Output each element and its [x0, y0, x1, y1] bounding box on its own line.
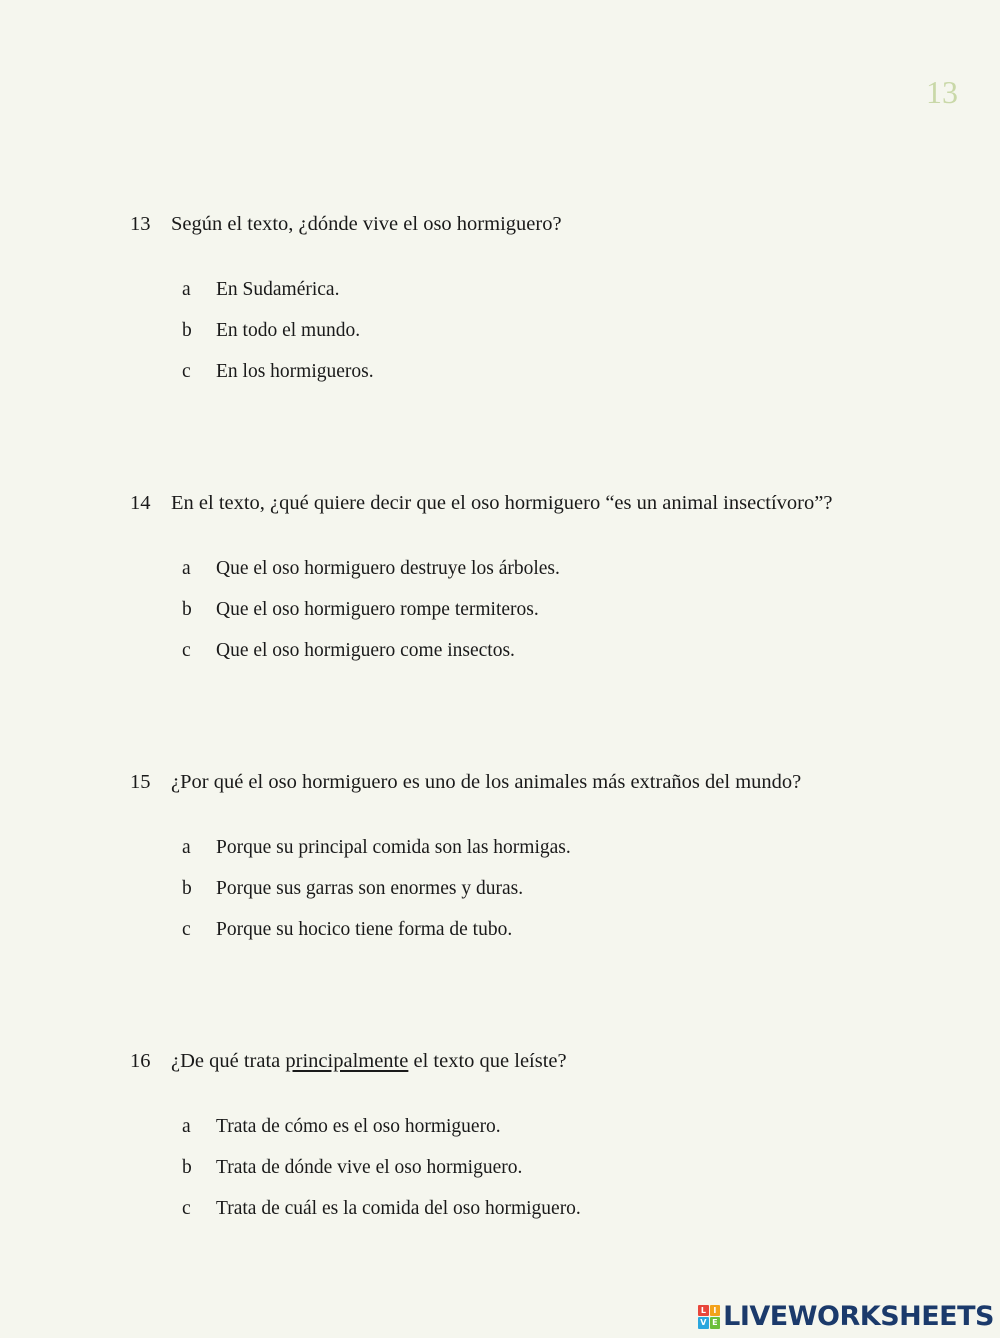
- question-text: Según el texto, ¿dónde vive el oso hormiguero?: [171, 213, 562, 235]
- option-text: En Sudamérica.: [216, 279, 340, 300]
- page-number: 13: [926, 74, 958, 110]
- answer-option-c[interactable]: [182, 1196, 960, 1237]
- question-number: 13: [130, 213, 151, 235]
- option-letter: a: [182, 558, 191, 579]
- logo-tile: I: [710, 1305, 721, 1317]
- question-number: 14: [130, 492, 151, 514]
- question-text: ¿Por qué el oso hormiguero es uno de los animales más extraños del mundo?: [171, 771, 802, 793]
- question-text-start: ¿De qué trata: [171, 1050, 286, 1072]
- logo-tile: V: [698, 1317, 709, 1329]
- option-text: Trata de dónde vive el oso hormiguero.: [216, 1157, 523, 1178]
- answer-option-b[interactable]: [182, 318, 960, 359]
- answer-option-a[interactable]: [182, 556, 960, 597]
- option-letter: c: [182, 361, 191, 382]
- answer-option-c[interactable]: [182, 359, 960, 400]
- answer-options: [130, 556, 960, 679]
- brand-name: LIVEWORKSHEETS: [723, 1301, 994, 1332]
- option-letter: c: [182, 1198, 191, 1219]
- question-text: En el texto, ¿qué quiere decir que el oso hormiguero “es un animal insectívoro”?: [171, 492, 833, 514]
- answer-option-c[interactable]: [182, 917, 960, 958]
- question-number: 15: [130, 771, 151, 793]
- option-text: Trata de cuál es la comida del oso hormiguero.: [216, 1198, 581, 1219]
- option-letter: c: [182, 640, 191, 661]
- option-letter: b: [182, 1157, 192, 1178]
- answer-option-a[interactable]: [182, 1114, 960, 1155]
- question-text-end: el texto que leíste?: [408, 1050, 567, 1072]
- question-15: [130, 769, 960, 958]
- answer-option-c[interactable]: [182, 638, 960, 679]
- answer-option-a[interactable]: [182, 835, 960, 876]
- answer-options: [130, 1114, 960, 1237]
- option-text: Trata de cómo es el oso hormiguero.: [216, 1116, 501, 1137]
- option-letter: b: [182, 320, 192, 341]
- question-prompt: [130, 490, 960, 516]
- underlined-keyword: principalmente: [285, 1050, 409, 1072]
- option-text: Que el oso hormiguero destruye los árboles.: [216, 558, 560, 579]
- option-text: Porque su hocico tiene forma de tubo.: [216, 919, 513, 940]
- logo-tile: L: [698, 1305, 709, 1317]
- answer-option-b[interactable]: [182, 876, 960, 917]
- answer-options: [130, 277, 960, 400]
- answer-option-b[interactable]: [182, 1155, 960, 1196]
- question-prompt: [130, 769, 960, 795]
- option-text: En todo el mundo.: [216, 320, 361, 341]
- liveworksheets-logo-icon: [698, 1305, 720, 1329]
- answer-option-a[interactable]: [182, 277, 960, 318]
- question-number: 16: [130, 1050, 151, 1072]
- question-prompt: [130, 211, 960, 237]
- option-letter: b: [182, 599, 192, 620]
- option-text: Que el oso hormiguero rompe termiteros.: [216, 599, 539, 620]
- option-letter: b: [182, 878, 192, 899]
- question-13: [130, 211, 960, 400]
- question-prompt: [130, 1048, 960, 1074]
- option-text: Porque sus garras son enormes y duras.: [216, 878, 524, 899]
- option-letter: a: [182, 279, 191, 300]
- question-16: [130, 1048, 960, 1237]
- option-text: Que el oso hormiguero come insectos.: [216, 640, 515, 661]
- option-letter: a: [182, 1116, 191, 1137]
- liveworksheets-brand[interactable]: [698, 1301, 994, 1332]
- option-letter: a: [182, 837, 191, 858]
- question-text: [171, 1050, 567, 1072]
- question-14: [130, 490, 960, 679]
- answer-option-b[interactable]: [182, 597, 960, 638]
- option-text: En los hormigueros.: [216, 361, 374, 382]
- answer-options: [130, 835, 960, 958]
- logo-tile: E: [710, 1317, 721, 1329]
- option-text: Porque su principal comida son las hormigas.: [216, 837, 571, 858]
- option-letter: c: [182, 919, 191, 940]
